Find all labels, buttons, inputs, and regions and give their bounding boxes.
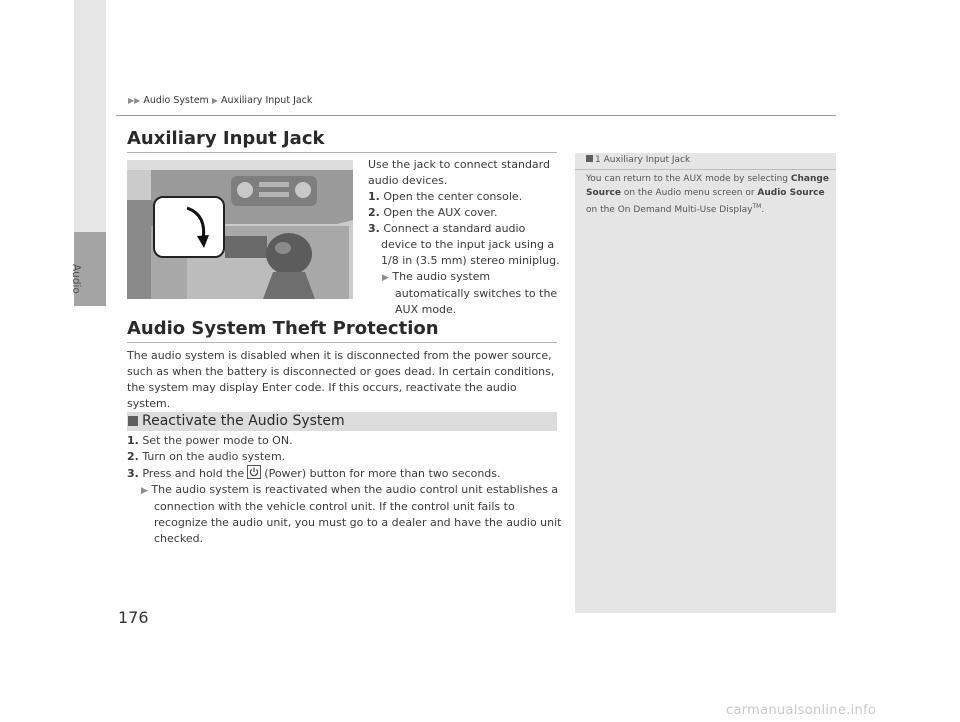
section-banner-label: Reactivate the Audio System: [142, 413, 345, 429]
note-marker-icon: [586, 155, 593, 162]
aux-instructions: [368, 157, 560, 318]
header-divider: [116, 115, 836, 116]
sidebar-label: Audio: [70, 264, 82, 294]
breadcrumb-arrow-icon: ▶▶: [128, 96, 141, 105]
power-icon: [247, 465, 261, 479]
sidebar-bar: [74, 0, 106, 232]
result-arrow-icon: ▶: [382, 273, 389, 283]
section-banner: [127, 412, 557, 431]
aux-result: ▶ The audio system automatically switches to the AUX mode.: [382, 270, 558, 316]
aux-step: 2. Open the AUX cover.: [368, 206, 498, 219]
reactivate-step: 1. Set the power mode to ON.: [127, 434, 293, 447]
aux-intro: Use the jack to connect standard audio devices.: [368, 158, 550, 187]
reactivate-steps: [127, 433, 567, 547]
breadcrumb: [128, 95, 312, 106]
note-divider: [575, 169, 836, 170]
console-aux-photo: [127, 160, 353, 299]
breadcrumb-item-audio-system[interactable]: Audio System: [143, 95, 209, 106]
aux-step: 3. Connect a standard audio device to the input jack using a 1/8 in (3.5 mm) stereo miniplug.: [368, 222, 560, 267]
section-title-aux: Auxiliary Input Jack: [127, 128, 325, 149]
section-title-theft: Audio System Theft Protection: [127, 318, 439, 339]
reactivate-step: 2. Turn on the audio system.: [127, 450, 286, 463]
side-note: [575, 153, 836, 613]
page-number: 176: [118, 608, 149, 627]
breadcrumb-item-aux-jack[interactable]: Auxiliary Input Jack: [221, 95, 313, 106]
note-text: You can return to the AUX mode by selecting Change Source on the Audio menu screen or Audio Source on the On Demand Multi-Use Display™.: [586, 174, 829, 215]
reactivate-result: ▶ The audio system is reactivated when the audio control unit establishes a connection with the vehicle control unit. If the control unit fails to recognize the audio unit, you must go to a dealer and have the audio unit checked.: [141, 483, 562, 545]
breadcrumb-arrow-icon: ▶: [211, 96, 218, 105]
title-divider: [127, 152, 557, 153]
note-heading: 1 Auxiliary Input Jack: [586, 155, 690, 165]
title-divider: [127, 342, 557, 343]
theft-paragraph: The audio system is disabled when it is disconnected from the power source, such as when the battery is disconnected or goes dead. In certain conditions, the system may display Enter code. If this occurs, reactivate the audio system.: [127, 349, 555, 410]
watermark: carmanualsonline.info: [726, 703, 877, 718]
result-arrow-icon: ▶: [141, 486, 148, 496]
aux-step: 1. Open the center console.: [368, 190, 523, 203]
reactivate-step: 3. Press and hold the (Power) button for more than two seconds.: [127, 467, 501, 480]
square-bullet-icon: [128, 416, 138, 426]
